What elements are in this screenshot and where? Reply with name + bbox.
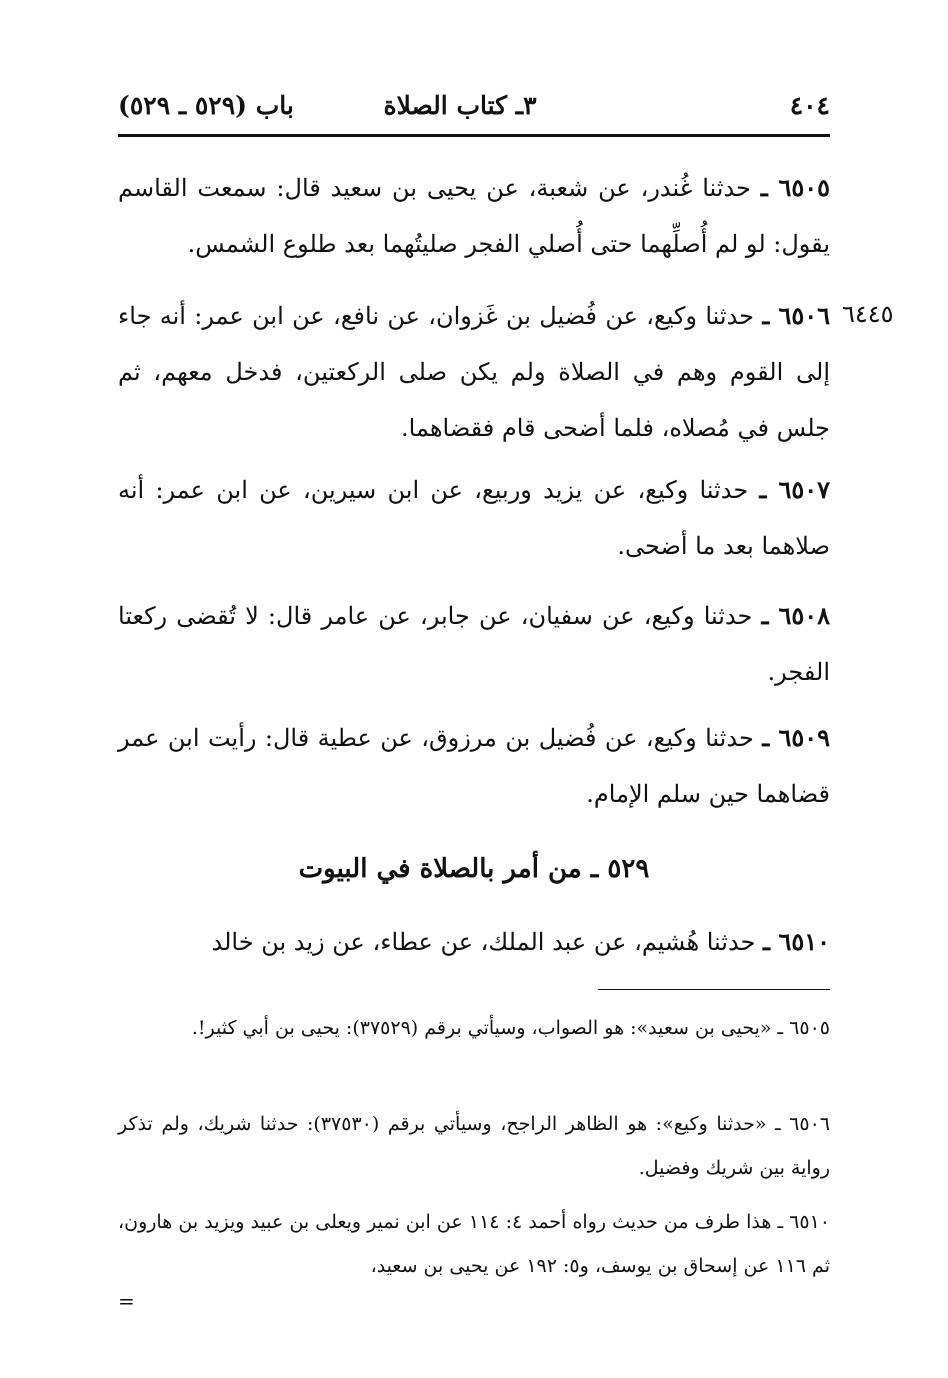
- hadith-6507: [118, 462, 830, 574]
- margin-number: ٦٤٤٥: [842, 300, 894, 328]
- hadith-text: حدثنا وكيع، عن سفيان، عن جابر، عن عامر قال: لا تُقضى ركعتا الفجر.: [118, 602, 830, 686]
- hadith-6510: [118, 914, 830, 970]
- continuation-mark: =: [118, 1289, 135, 1313]
- hadith-text: حدثنا وكيع، عن فُضيل بن مرزوق، عن عطية قال: رأيت ابن عمر قضاهما حين سلم الإمام.: [118, 724, 830, 808]
- running-title: ٣ـ كتاب الصلاة: [383, 91, 537, 120]
- hadith-text: حدثنا هُشيم، عن عبد الملك، عن عطاء، عن زيد بن خالد: [211, 928, 764, 956]
- hadith-6505: [118, 160, 830, 272]
- hadith-text: حدثنا غُندر، عن شعبة، عن يحيى بن سعيد قال: سمعت القاسم يقول: لو لم أُصلِّهما حتى أُصلي الفجر صليتُهما بعد طلوع الشمس.: [118, 174, 830, 258]
- hadith-number: ٦٥٠٨ ـ: [761, 601, 831, 630]
- footnote-rule: [598, 989, 830, 990]
- footnote-6510: ٦٥١٠ ـ هذا طرف من حديث رواه أحمد ٤: ١١٤ عن ابن نمير ويعلى بن عبيد ويزيد بن هارون، ثم ١١٦ عن إسحاق بن يوسف، و٥: ١٩٢ عن يحيى بن سعيد،: [118, 1211, 830, 1277]
- page-number: ٤٠٤: [789, 91, 830, 120]
- hadith-6508: [118, 588, 830, 700]
- hadith-6509: [118, 710, 830, 822]
- chapter-range: باب (٥٢٩ ـ ٥٢٩): [118, 91, 294, 120]
- hadith-number: ٦٥١٠ ـ: [763, 927, 830, 956]
- footnote-6505: ٦٥٠٥ ـ «يحيى بن سعيد»: هو الصواب، وسيأتي برقم (٣٧٥٢٩): يحيى بن أبي كثير!.: [191, 1017, 830, 1039]
- hadith-number: ٦٥٠٥ ـ: [760, 173, 830, 202]
- hadith-number: ٦٥٠٩ ـ: [762, 723, 830, 752]
- hadith-number: ٦٥٠٦ ـ: [762, 301, 830, 330]
- section-heading: ٥٢٩ ـ من أمر بالصلاة في البيوت: [298, 854, 650, 884]
- footnote-6506: ٦٥٠٦ ـ «حدثنا وكيع»: هو الظاهر الراجح، وسيأتي برقم (٣٧٥٣٠): حدثنا شريك، ولم تذكر رواية بين شريك وفضيل.: [118, 1113, 830, 1179]
- hadith-text: حدثنا وكيع، عن فُضيل بن غَزوان، عن نافع، عن ابن عمر: أنه جاء إلى القوم وهم في الصلاة ولم يكن صلى الركعتين، فدخل معهم، ثم جلس في مُصلاه، فلما أضحى قام فقضاهما.: [118, 302, 830, 442]
- hadith-6506: [118, 288, 830, 456]
- hadith-number: ٦٥٠٧ ـ: [759, 475, 831, 504]
- hadith-text: حدثنا وكيع، عن يزيد وربيع، عن ابن سيرين، عن ابن عمر: أنه صلاهما بعد ما أضحى.: [118, 476, 830, 560]
- header-rule: [118, 134, 830, 137]
